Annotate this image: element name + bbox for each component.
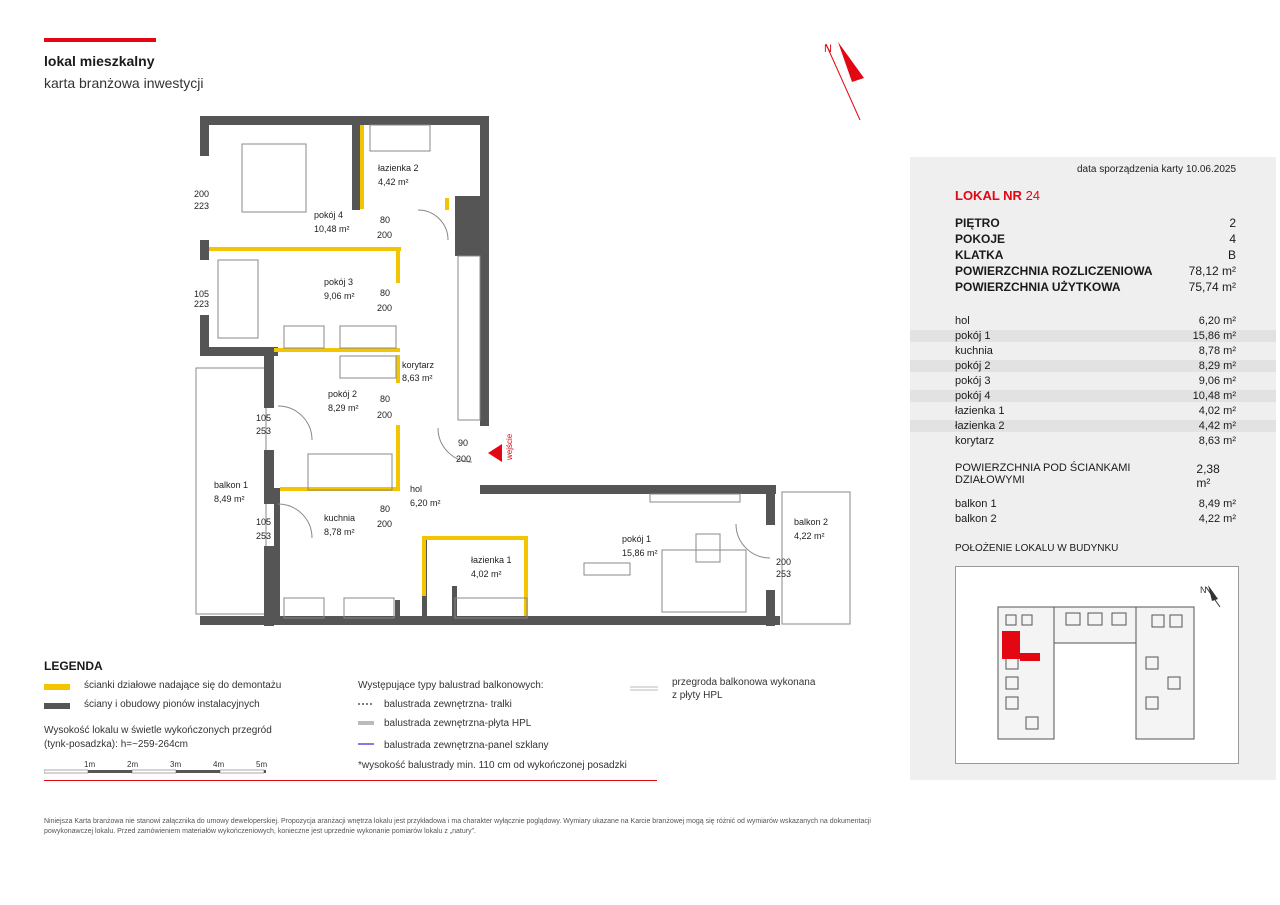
dim-253: 253 <box>776 569 792 579</box>
area-pokoj3: 9,06 m² <box>324 291 355 301</box>
balustrade-icons <box>358 700 378 760</box>
floor-plan <box>190 110 880 640</box>
lokal-number <box>955 188 1040 203</box>
dim-200: 200 <box>776 557 792 567</box>
room-row: pokój 1 15,86 m² <box>910 330 1276 342</box>
lokal-nr-value: 24 <box>1025 188 1041 203</box>
room-row: kuchnia 8,78 m² <box>955 345 1236 357</box>
page-subtitle: karta branżowa inwestycji <box>44 75 204 91</box>
row-pokoje: POKOJE 4 <box>955 232 1236 246</box>
legend-height-note: Wysokość lokalu w świetle wykończonych przegród (tynk-posadzka): h=~259-264cm <box>44 725 272 750</box>
label-balkon1: balkon 1 <box>214 480 249 490</box>
area-balkon1: 8,49 m² <box>214 494 245 504</box>
area-kuchnia: 8,78 m² <box>324 527 355 537</box>
scale-label-4m: 4m <box>213 760 225 769</box>
row-pow-rozliczeniowa: POWIERZCHNIA ROZLICZENIOWA 78,12 m² <box>955 264 1236 278</box>
row-pow-uzytkowa: POWIERZCHNIA UŻYTKOWA 75,74 m² <box>955 280 1236 294</box>
dim-90: 90 <box>458 438 469 448</box>
header-accent-bar <box>44 38 156 42</box>
entrance-arrow-icon <box>488 444 502 462</box>
info-panel <box>910 157 1276 780</box>
row-klatka: KLATKA B <box>955 248 1236 262</box>
room-row: korytarz 8,63 m² <box>955 435 1236 447</box>
map-compass-label: N <box>1200 585 1207 595</box>
label-pokoj1: pokój 1 <box>622 534 652 544</box>
partition-note: przegroda balkonowa wykonana z płyty HPL <box>672 677 816 701</box>
room-row: pokój 3 9,06 m² <box>955 375 1236 387</box>
balustrade-item-glass: balustrada zewnętrzna-panel szklany <box>384 740 549 751</box>
legend-swatch-walls <box>44 703 70 709</box>
area-hol: 6,20 m² <box>410 498 441 508</box>
legend-item-demolishable: ścianki działowe nadające się do demontażu <box>84 680 282 691</box>
scale-label-5m: 5m <box>256 760 268 769</box>
dim-80: 80 <box>380 288 391 298</box>
area-pokoj2: 8,29 m² <box>328 403 359 413</box>
label-pokoj2: pokój 2 <box>328 389 358 399</box>
balustrade-item-hpl: balustrada zewnętrzna-płyta HPL <box>384 718 532 729</box>
dim-80: 80 <box>380 504 391 514</box>
compass-label: N <box>824 43 832 55</box>
label-lazienka2: łazienka 2 <box>378 163 419 173</box>
lokal-label: LOKAL NR <box>955 188 1022 203</box>
scale-label-1m: 1m <box>84 760 96 769</box>
balustrade-item-tralki: balustrada zewnętrzna- tralki <box>384 699 512 710</box>
room-row: łazienka 1 4,02 m² <box>955 405 1236 417</box>
area-lazienka2: 4,42 m² <box>378 177 409 187</box>
dim-200: 200 <box>377 303 393 313</box>
balustrade-note: *wysokość balustrady min. 110 cm od wykończonej posadzki <box>358 760 627 771</box>
balustrade-title: Występujące typy balustrad balkonowych: <box>358 680 544 691</box>
dim-253: 253 <box>256 426 272 436</box>
area-lazienka1: 4,02 m² <box>471 569 502 579</box>
building-location-map <box>955 566 1239 764</box>
area-balkon2: 4,22 m² <box>794 531 825 541</box>
label-korytarz: korytarz <box>402 360 435 370</box>
card-date: data sporządzenia karty 10.06.2025 <box>1077 164 1236 175</box>
legend-item-walls: ściany i obudowy pionów instalacyjnych <box>84 699 260 710</box>
label-pokoj3: pokój 3 <box>324 277 354 287</box>
balcony-row: balkon 1 8,49 m² <box>955 498 1236 510</box>
entrance-label: wejście <box>505 433 514 460</box>
selected-unit-marker <box>1002 631 1020 659</box>
dim-200: 200 <box>377 230 393 240</box>
scale-label-3m: 3m <box>170 760 182 769</box>
row-pietro: PIĘTRO 2 <box>955 216 1236 230</box>
legend-divider <box>44 780 657 781</box>
room-row: pokój 4 10,48 m² <box>910 390 1276 402</box>
label-balkon2: balkon 2 <box>794 517 829 527</box>
area-pokoj1: 15,86 m² <box>622 548 658 558</box>
label-pokoj4: pokój 4 <box>314 210 344 220</box>
dim-200: 200 <box>456 454 472 464</box>
dim-223: 223 <box>194 201 210 211</box>
scale-bar <box>44 760 274 776</box>
label-kuchnia: kuchnia <box>324 513 356 523</box>
dim-105: 105 <box>194 289 210 299</box>
label-lazienka1: łazienka 1 <box>471 555 512 565</box>
page-title: lokal mieszkalny <box>44 53 155 69</box>
partition-icon <box>630 684 660 694</box>
balkon-2-area <box>782 492 850 624</box>
dim-200: 200 <box>377 410 393 420</box>
dim-80: 80 <box>380 215 391 225</box>
area-pokoj4: 10,48 m² <box>314 224 350 234</box>
dim-80: 80 <box>380 394 391 404</box>
disclaimer: Niniejsza Karta branżowa nie stanowi załącznika do umowy deweloperskiej. Propozycja aranżacji wnętrza lokalu jest przykładowa i ma charakter wyłącznie poglądowy. Wymiary ukazane na Karcie branżowej mogą się różnić od wymiarów wskazanych na dokumentacji powykonawczej lokalu. Przed zamówieniem materiałów wykończeniowych, konieczne jest uprzednie wykonanie pomiarów lokalu z „natury”. <box>44 818 871 835</box>
dim-105: 105 <box>256 413 272 423</box>
label-hol: hol <box>410 484 423 494</box>
room-row: hol 6,20 m² <box>955 315 1236 327</box>
legend-title: LEGENDA <box>44 659 103 673</box>
dim-200: 200 <box>377 519 393 529</box>
location-title: POŁOŻENIE LOKALU W BUDYNKU <box>955 543 1119 554</box>
area-korytarz: 8,63 m² <box>402 373 433 383</box>
row-walls-area: POWIERZCHNIA POD ŚCIANKAMI DZIAŁOWYMI 2,38 m² <box>955 462 1220 490</box>
legend-swatch-demolishable <box>44 684 70 690</box>
balkon-1-area <box>196 368 266 614</box>
room-row: łazienka 2 4,42 m² <box>910 420 1276 432</box>
dim-253: 253 <box>256 531 272 541</box>
dim-223: 223 <box>194 299 210 309</box>
balcony-row: balkon 2 4,22 m² <box>955 513 1236 525</box>
room-row: pokój 2 8,29 m² <box>910 360 1276 372</box>
dim-200: 200 <box>194 189 210 199</box>
dim-105: 105 <box>256 517 272 527</box>
scale-label-2m: 2m <box>127 760 139 769</box>
